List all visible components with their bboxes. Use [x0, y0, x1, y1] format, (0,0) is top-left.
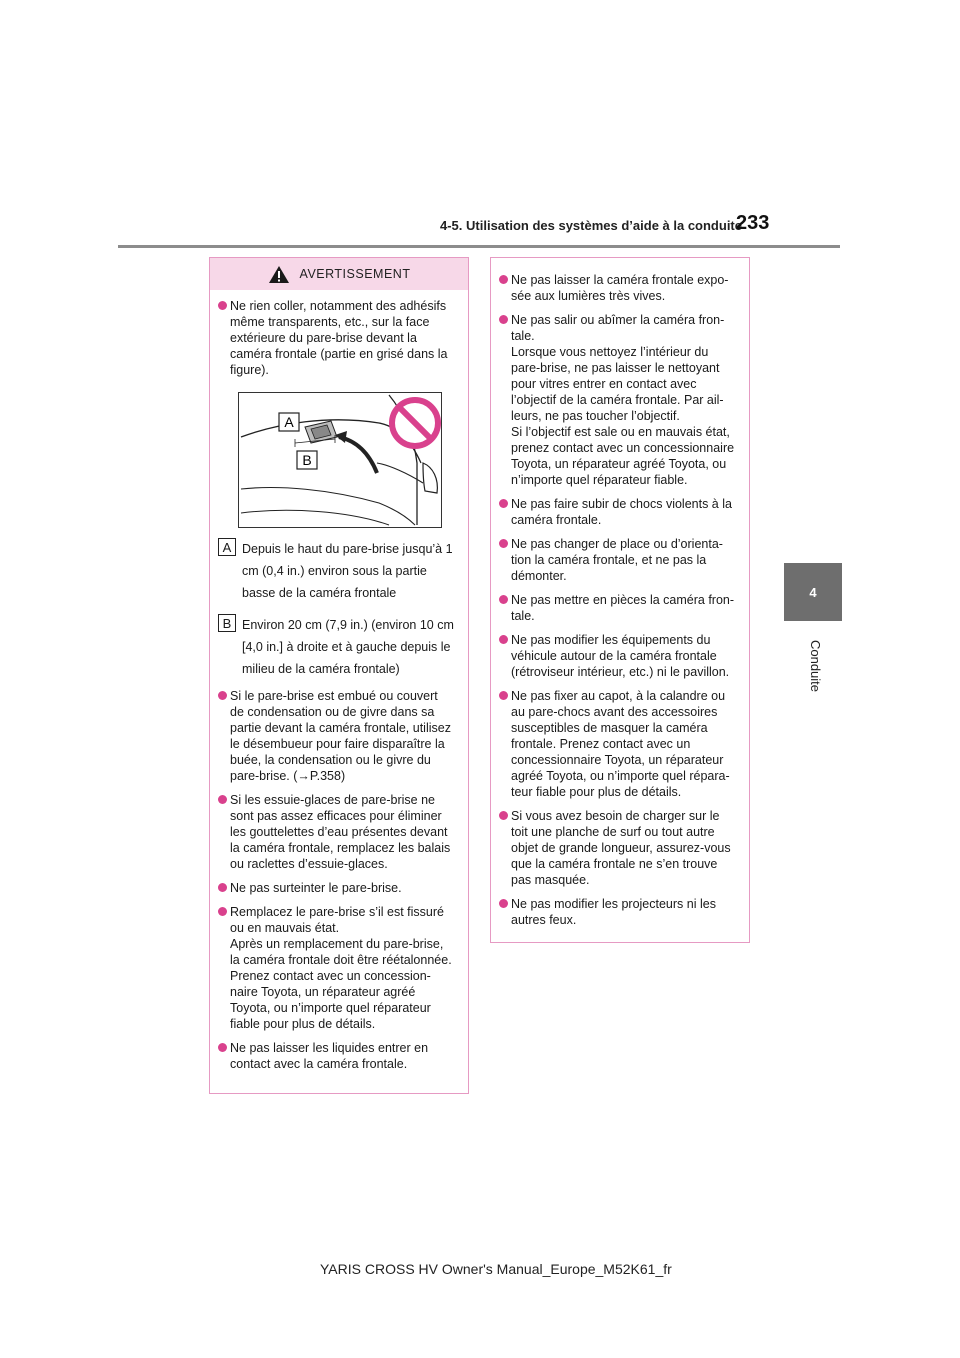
- list-item: Ne pas mettre en pièces la caméra fron- tale.: [499, 592, 737, 624]
- list-item: Si vous avez besoin de charger sur le toit une planche de surf ou tout autre objet de grande longueur, assurez-vous que la caméra frontale ne s’en trouve pas masquée.: [499, 808, 737, 888]
- warning-title: AVERTISSEMENT: [299, 267, 411, 281]
- legend-key-a: A: [218, 538, 236, 556]
- bullet-icon: [499, 899, 508, 908]
- bullet-icon: [218, 883, 227, 892]
- list-item: Ne pas fixer au capot, à la calandre ou au pare-chocs avant des accessoires susceptibles de masquer la caméra frontale. Prenez contact avec un concessionnaire Toyota, un réparateur agréé Toyota, ou n’importe quel répara- teur fiable pour plus de détails.: [499, 688, 737, 800]
- list-item: Si les essuie-glaces de pare-brise ne sont pas assez efficaces pour éliminer les gouttelettes d’eau présentes devant la caméra frontale, remplacez les balais ou raclettes d’essuie-glaces.: [218, 792, 456, 872]
- bullet-icon: [499, 811, 508, 820]
- bullet-icon: [499, 275, 508, 284]
- bullet-icon: [218, 691, 227, 700]
- legend-item-a: A Depuis le haut du pare-brise jusqu’à 1 cm (0,4 in.) environ sous la partie basse de la caméra frontale: [218, 538, 456, 604]
- footer-text: YARIS CROSS HV Owner's Manual_Europe_M52K61_fr: [320, 1261, 672, 1277]
- svg-text:B: B: [302, 452, 312, 468]
- header-divider: [118, 245, 840, 248]
- list-item: Ne pas modifier les projecteurs ni les autres feux.: [499, 896, 737, 928]
- page-number: 233: [736, 212, 770, 234]
- list-item: Ne pas laisser les liquides entrer en contact avec la caméra frontale.: [218, 1040, 456, 1072]
- svg-text:A: A: [284, 414, 294, 430]
- list-item: Ne rien coller, notamment des adhésifs même transparents, etc., sur la face extérieure du pare-brise devant la caméra frontale (partie en grisé dans la figure).: [218, 298, 456, 378]
- bullet-icon: [499, 595, 508, 604]
- windshield-camera-figure: [238, 392, 442, 528]
- legend-item-b: B Environ 20 cm (7,9 in.) (environ 10 cm [4,0 in.] à droite et à gauche depuis le milieu de la caméra frontale): [218, 614, 456, 680]
- list-item: Ne pas surteinter le pare-brise.: [218, 880, 456, 896]
- bullet-icon: [499, 691, 508, 700]
- list-item: Ne pas salir ou abîmer la caméra fron- tale. Lorsque vous nettoyez l’intérieur du pare-brise, ne pas laisser le nettoyant pour vitres entrer en contact avec l’objectif de la caméra frontale. Par ail- leurs, ne pas toucher l’objectif. Si l’objectif est sale ou en mauvais état, prenez contact avec un concessionnaire Toyota, un réparateur agréé Toyota, ou n’importe quel réparateur fiable.: [499, 312, 737, 488]
- bullet-icon: [499, 635, 508, 644]
- warning-box-left: [209, 257, 469, 1094]
- legend-key-b: B: [218, 614, 236, 632]
- bullet-icon: [499, 539, 508, 548]
- list-item: Si le pare-brise est embué ou couvert de condensation ou de givre dans sa partie devant la caméra frontale, utilisez le désembueur pour faire disparaître la buée, la condensation ou le givre du pare-brise. (→P.358): [218, 688, 456, 784]
- prohibition-icon: [392, 400, 438, 446]
- bullet-icon: [218, 795, 227, 804]
- warning-triangle-icon: [268, 265, 290, 284]
- section-title: 4-5. Utilisation des systèmes d’aide à la conduite: [440, 218, 742, 233]
- list-item: Ne pas modifier les équipements du véhicule autour de la caméra frontale (rétroviseur intérieur, etc.) ni le pavillon.: [499, 632, 737, 680]
- list-item: Remplacez le pare-brise s’il est fissuré ou en mauvais état. Après un remplacement du pare-brise, la caméra frontale doit être réétalonnée. Prenez contact avec un concession- naire Toyota, un réparateur agréé Toyota, ou n’importe quel réparateur fiable pour plus de détails.: [218, 904, 456, 1032]
- bullet-icon: [499, 315, 508, 324]
- bullet-icon: [218, 907, 227, 916]
- chapter-label: Conduite: [808, 639, 823, 693]
- bullet-icon: [218, 301, 227, 310]
- bullet-icon: [218, 1043, 227, 1052]
- list-item: Ne pas faire subir de chocs violents à la caméra frontale.: [499, 496, 737, 528]
- list-item: Ne pas laisser la caméra frontale expo- sée aux lumières très vives.: [499, 272, 737, 304]
- chapter-tab: 4: [784, 563, 842, 621]
- warning-header: [210, 258, 468, 290]
- list-item: Ne pas changer de place ou d’orienta- tion la caméra frontale, et ne pas la démonter.: [499, 536, 737, 584]
- warning-box-right: [490, 257, 750, 943]
- bullet-icon: [499, 499, 508, 508]
